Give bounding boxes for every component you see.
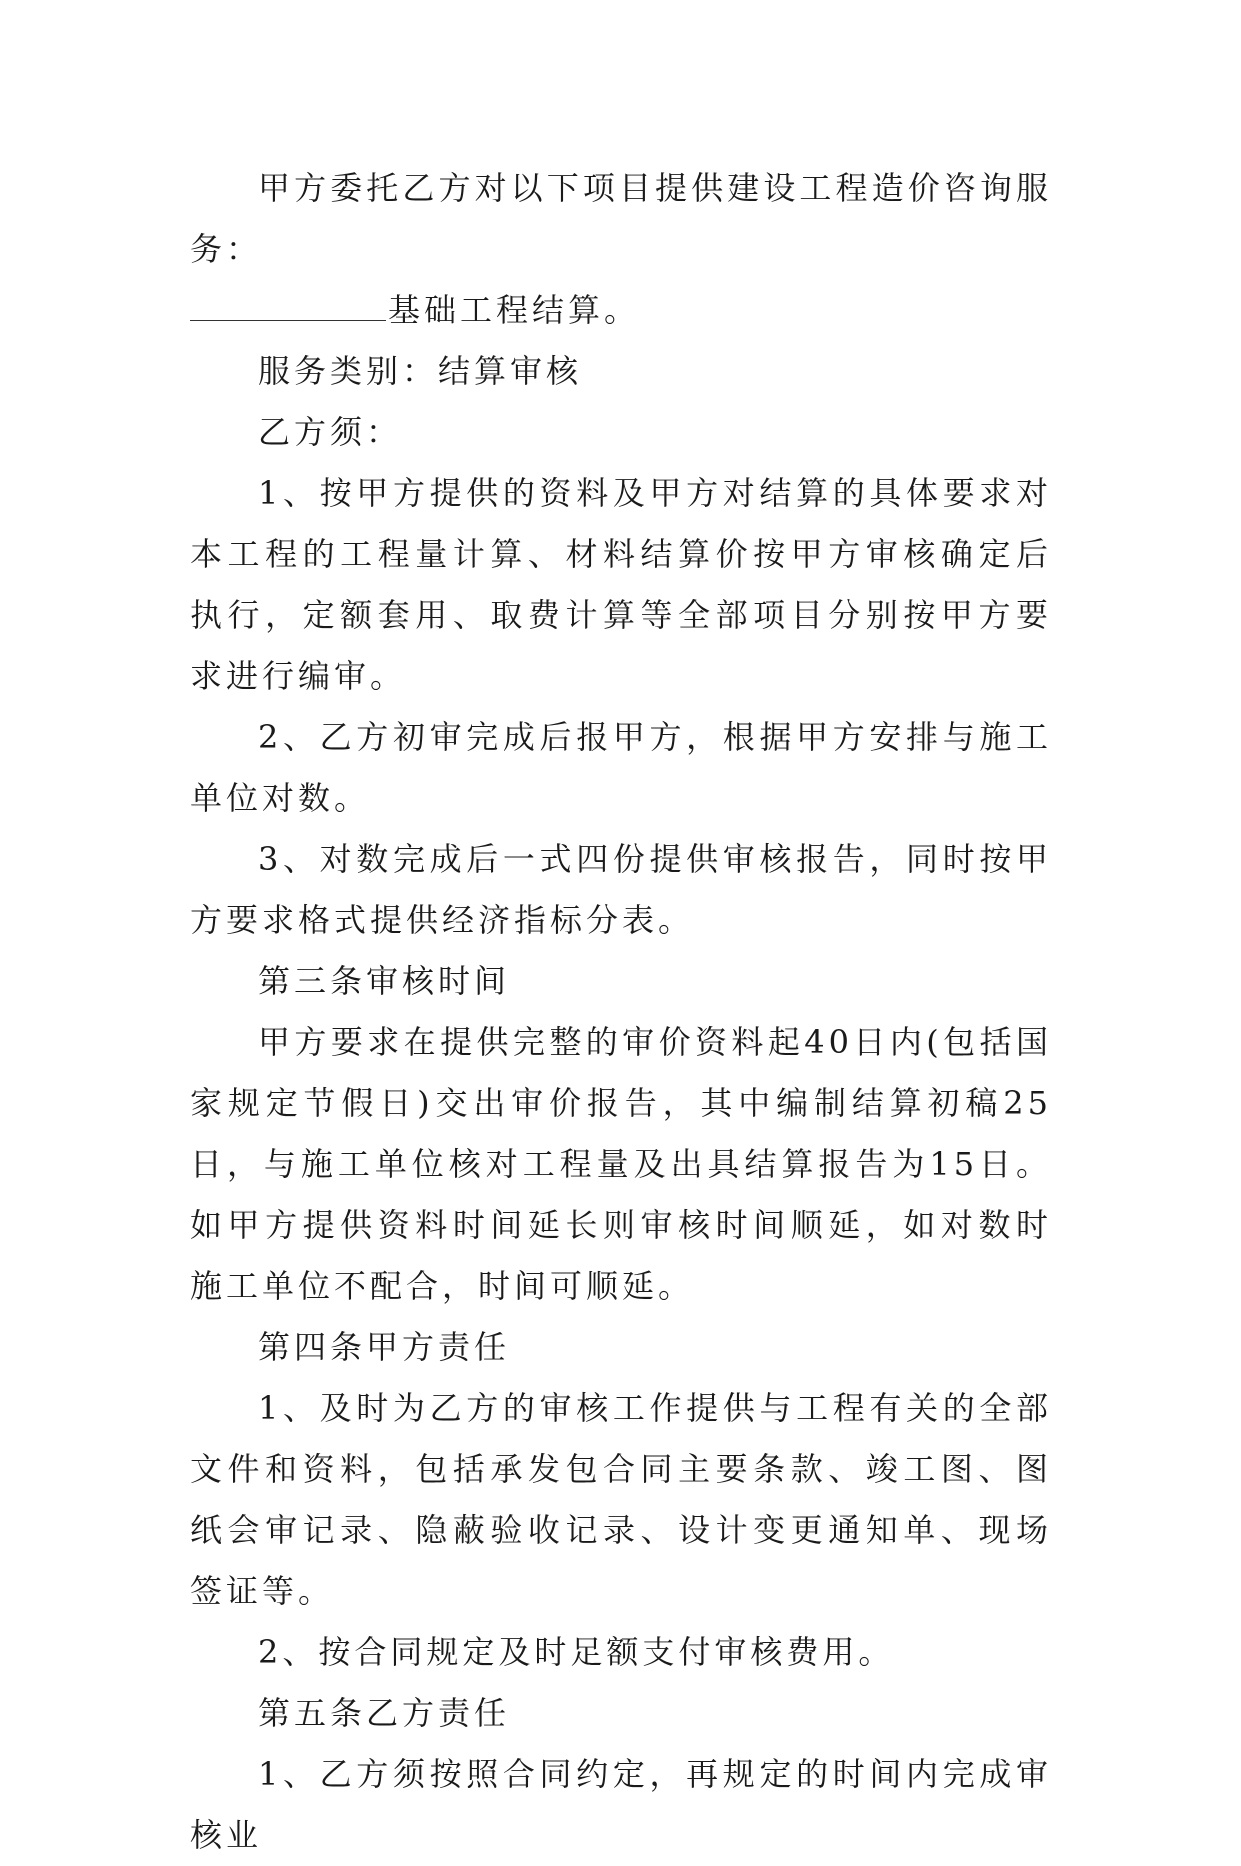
paragraph-item-1: 1、按甲方提供的资料及甲方对结算的具体要求对本工程的工程量计算、材料结算价按甲方审核确定后执行，定额套用、取费计算等全部项目分别按甲方要求进行编审。 bbox=[190, 474, 1052, 695]
heading-article-5: 第五条乙方责任 bbox=[258, 1694, 511, 1732]
paragraph-commission: 甲方委托乙方对以下项目提供建设工程造价咨询服务： bbox=[190, 169, 1052, 268]
paragraph-item-2: 2、乙方初审完成后报甲方，根据甲方安排与施工单位对数。 bbox=[190, 718, 1052, 817]
heading-article-3: 第三条审核时间 bbox=[258, 962, 511, 1000]
paragraph-service-type: 服务类别：结算审核 bbox=[258, 352, 583, 390]
project-name-blank bbox=[190, 290, 386, 321]
paragraph-party-b-duty-1: 1、乙方须按照合同约定，再规定的时间内完成审核业 bbox=[190, 1755, 1052, 1854]
heading-article-4: 第四条甲方责任 bbox=[258, 1328, 511, 1366]
paragraph-project-name bbox=[190, 280, 1052, 341]
paragraph-party-b-must: 乙方须： bbox=[258, 413, 403, 451]
paragraph-party-a-duty-2: 2、按合同规定及时足额支付审核费用。 bbox=[258, 1633, 895, 1671]
paragraph-item-3: 3、对数完成后一式四份提供审核报告，同时按甲方要求格式提供经济指标分表。 bbox=[190, 840, 1052, 939]
paragraph-party-a-duty-1: 1、及时为乙方的审核工作提供与工程有关的全部文件和资料，包括承发包合同主要条款、竣工图、图纸会审记录、隐蔽验收记录、设计变更通知单、现场签证等。 bbox=[190, 1389, 1052, 1610]
project-name-suffix: 基础工程结算。 bbox=[388, 291, 641, 329]
document-page bbox=[190, 158, 1052, 1866]
paragraph-review-time: 甲方要求在提供完整的审价资料起40日内(包括国家规定节假日)交出审价报告，其中编制结算初稿25日，与施工单位核对工程量及出具结算报告为15日。如甲方提供资料时间延长则审核时间顺延，如对数时施工单位不配合，时间可顺延。 bbox=[190, 1023, 1052, 1305]
